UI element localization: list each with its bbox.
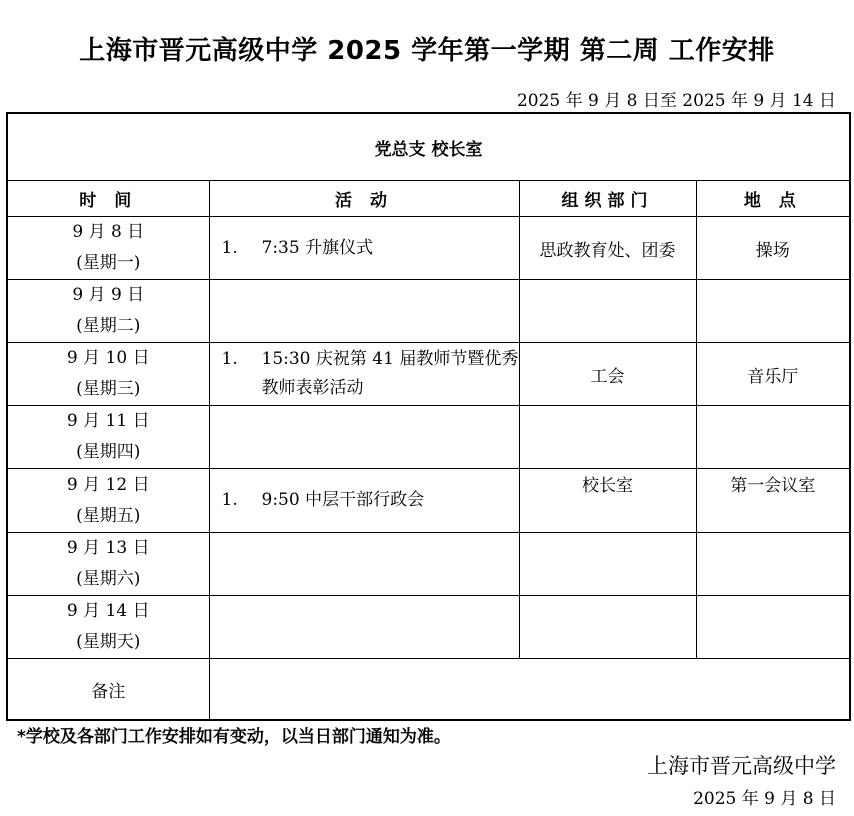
activity-cell bbox=[209, 406, 519, 469]
location-cell bbox=[696, 406, 850, 469]
organizer-cell bbox=[519, 596, 696, 659]
schedule-row bbox=[7, 217, 850, 280]
footnote: *学校及各部门工作安排如有变动，以当日部门通知为准。 bbox=[17, 727, 451, 747]
document-title: 上海市晋元高级中学 2025 学年第一学期 第二周 工作安排 bbox=[79, 36, 775, 66]
location-cell bbox=[696, 596, 850, 659]
organizer-cell: 校长室 bbox=[519, 469, 696, 533]
location-cell bbox=[696, 280, 850, 343]
date-range: 2025 年 9 月 8 日至 2025 年 9 月 14 日 bbox=[516, 91, 836, 111]
schedule-row bbox=[7, 406, 850, 469]
notes-row bbox=[7, 659, 850, 721]
activity-text: 9:50 中层干部行政会 bbox=[261, 490, 425, 510]
location-cell: 操场 bbox=[696, 217, 850, 280]
schedule-row bbox=[7, 280, 850, 343]
schedule-row bbox=[7, 533, 850, 596]
activity-cell bbox=[209, 533, 519, 596]
day-cell bbox=[7, 533, 209, 596]
activity-text: 7:35 升旗仪式 bbox=[261, 237, 374, 258]
organizer-cell bbox=[519, 406, 696, 469]
schedule-table bbox=[6, 112, 851, 721]
day-weekday: (星期一) bbox=[76, 253, 141, 273]
location-cell bbox=[696, 533, 850, 596]
day-cell bbox=[7, 596, 209, 659]
day-weekday: (星期三) bbox=[76, 379, 141, 399]
activity-cell bbox=[209, 469, 519, 533]
activity-number: 1. bbox=[221, 349, 238, 369]
location-cell: 第一会议室 bbox=[696, 469, 850, 533]
schedule-row bbox=[7, 596, 850, 659]
day-cell bbox=[7, 280, 209, 343]
header-location: 地 点 bbox=[696, 181, 850, 217]
day-weekday: (星期四) bbox=[76, 442, 141, 462]
activity-cell bbox=[209, 343, 519, 406]
schedule-row bbox=[7, 469, 850, 533]
department-heading: 党总支 校长室 bbox=[7, 113, 850, 181]
organizer-cell bbox=[519, 533, 696, 596]
notes-value bbox=[209, 659, 850, 721]
activity-cell bbox=[209, 596, 519, 659]
activity-cell bbox=[209, 217, 519, 280]
day-cell bbox=[7, 469, 209, 533]
activity-item bbox=[222, 234, 519, 263]
day-cell bbox=[7, 406, 209, 469]
header-organizer: 组织部门 bbox=[519, 181, 696, 217]
activity-item bbox=[222, 486, 519, 515]
day-weekday: (星期天) bbox=[76, 632, 141, 652]
issuer-name: 上海市晋元高级中学 bbox=[647, 754, 836, 778]
activity-number: 1. bbox=[221, 237, 238, 258]
issue-date: 2025 年 9 月 8 日 bbox=[693, 789, 836, 809]
organizer-cell: 思政教育处、团委 bbox=[519, 217, 696, 280]
day-cell bbox=[7, 343, 209, 406]
day-date: 9 月 11 日 bbox=[66, 411, 150, 431]
header-row bbox=[7, 181, 850, 217]
activity-cell bbox=[209, 280, 519, 343]
header-time: 时 间 bbox=[7, 181, 209, 217]
activity-item bbox=[222, 345, 519, 403]
day-date: 9 月 14 日 bbox=[66, 601, 150, 621]
day-date: 9 月 10 日 bbox=[66, 348, 150, 368]
day-weekday: (星期五) bbox=[76, 505, 141, 526]
day-weekday: (星期六) bbox=[76, 569, 141, 589]
day-date: 9 月 9 日 bbox=[72, 285, 145, 305]
day-date: 9 月 8 日 bbox=[72, 222, 145, 242]
day-cell bbox=[7, 217, 209, 280]
day-date: 9 月 12 日 bbox=[66, 474, 150, 495]
schedule-row bbox=[7, 343, 850, 406]
activity-number: 1. bbox=[221, 490, 238, 510]
day-weekday: (星期二) bbox=[76, 316, 141, 336]
activity-text: 15:30 庆祝第 41 届教师节暨优秀教师表彰活动 bbox=[261, 349, 519, 398]
organizer-cell bbox=[519, 280, 696, 343]
organizer-cell: 工会 bbox=[519, 343, 696, 406]
header-activity: 活 动 bbox=[209, 181, 519, 217]
notes-label: 备注 bbox=[7, 659, 209, 721]
location-cell: 音乐厅 bbox=[696, 343, 850, 406]
day-date: 9 月 13 日 bbox=[66, 538, 150, 558]
